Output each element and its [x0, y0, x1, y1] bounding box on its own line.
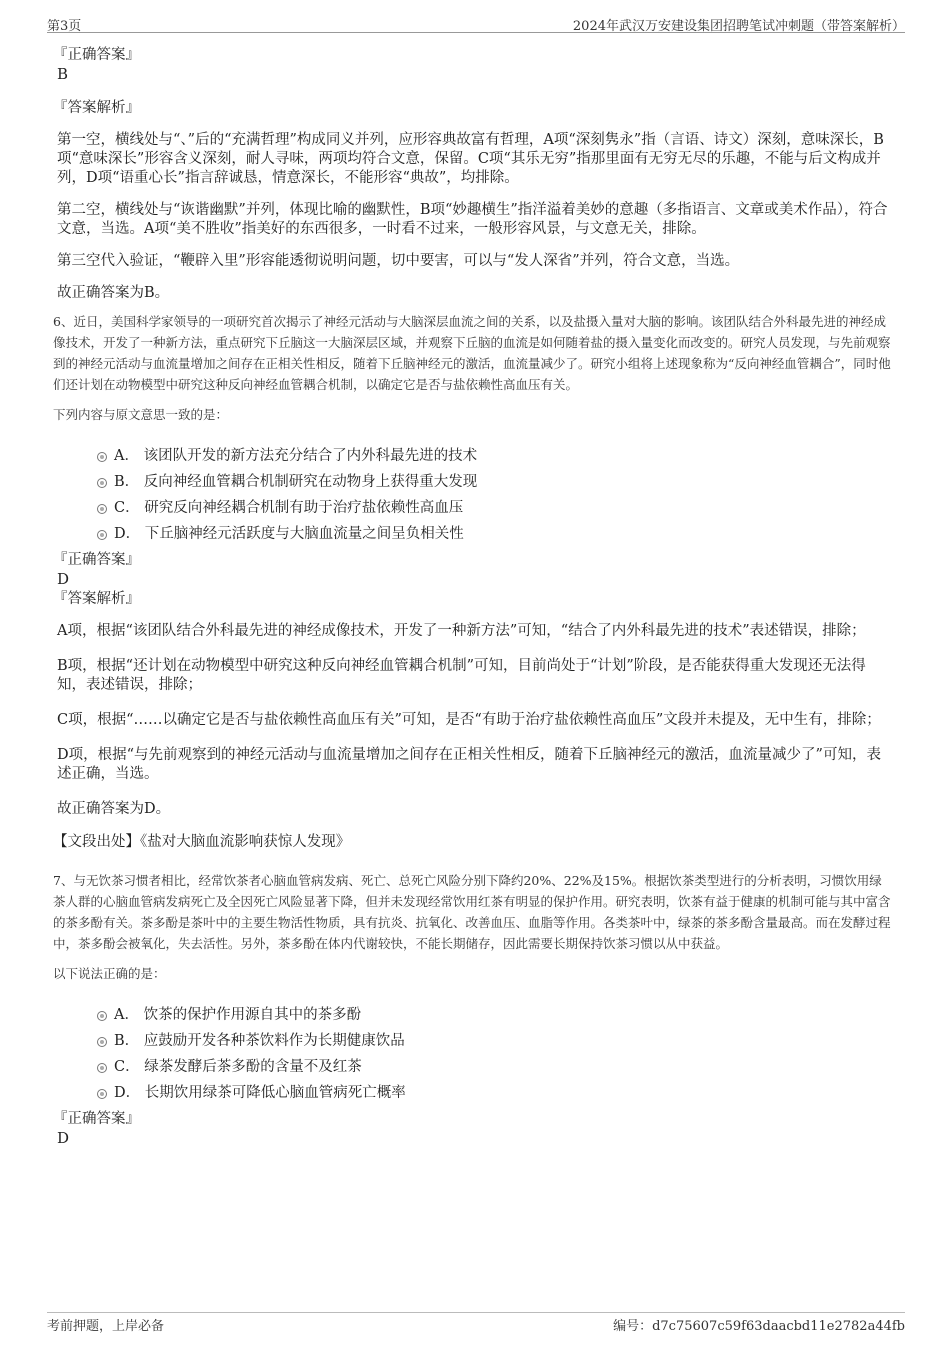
- q6-option-c[interactable]: [97, 495, 893, 521]
- page-number: 第3页: [47, 19, 82, 34]
- footer-slogan: 考前押题，上岸必备: [47, 1319, 165, 1334]
- radio-icon[interactable]: [97, 1089, 107, 1099]
- radio-icon[interactable]: [97, 1037, 107, 1047]
- q7-prompt: 以下说法正确的是：: [53, 966, 166, 981]
- radio-icon[interactable]: [97, 478, 107, 488]
- option-text: B． 反向神经血管耦合机制研究在动物身上获得重大发现: [114, 474, 478, 490]
- radio-icon[interactable]: [97, 1063, 107, 1073]
- document-code: 编号：d7c75607c59f63daacbd11e2782a44fb: [613, 1319, 905, 1334]
- option-text: D． 长期饮用绿茶可降低心脑血管病死亡概率: [114, 1085, 406, 1101]
- page-header: [47, 12, 905, 33]
- q6-analysis-paragraph: B项，根据“还计划在动物模型中研究这种反向神经血管耦合机制”可知，目前尚处于“计划”阶段，是否能获得重大发现还无法得知，表述错误，排除；: [57, 658, 866, 693]
- q6-analysis-paragraph: D项，根据“与先前观察到的神经元活动与血流量增加之间存在正相关性相反，随着下丘脑神经元的激活，血流量减少了”可知，表述正确，当选。: [57, 747, 881, 782]
- page-content: [53, 46, 893, 1163]
- q6-conclusion: 故正确答案为D。: [57, 801, 171, 817]
- q5-analysis-paragraph: 第一空，横线处与“、”后的“充满哲理”构成同义并列，应形容典故富有哲理，A项“深刻隽永”指（言语、诗文）深刻，意味深长，B项“意味深长”形容含义深刻，耐人寻味，两项均符合文意，保留。C项“其乐无穷”指那里面有无穷无尽的乐趣，不能与后文构成并列，D项“语重心长”指言辞诚恳，情意深长，不能形容“典故”，均排除。: [57, 132, 884, 186]
- option-text: D． 下丘脑神经元活跃度与大脑血流量之间呈负相关性: [114, 526, 464, 542]
- q7-option-c[interactable]: [97, 1054, 893, 1080]
- q5-analysis-paragraph: 第三空代入验证，“鞭辟入里”形容能透彻说明问题，切中要害，可以与“发人深省”并列，符合文意，当选。: [57, 253, 740, 269]
- q5-analysis-label: 『答案解析』: [53, 100, 140, 116]
- q6-answer-label: 『正确答案』: [53, 552, 140, 568]
- q7-option-b[interactable]: [97, 1028, 893, 1054]
- q5-answer-label: 『正确答案』: [53, 47, 140, 63]
- q6-options: [97, 443, 893, 547]
- option-text: C． 研究反向神经耦合机制有助于治疗盐依赖性高血压: [114, 500, 464, 516]
- q6-option-a[interactable]: [97, 443, 893, 469]
- q6-prompt: 下列内容与原文意思一致的是：: [53, 407, 229, 422]
- radio-icon[interactable]: [97, 504, 107, 514]
- q7-answer: D: [57, 1129, 70, 1147]
- q6-analysis-label: 『答案解析』: [53, 591, 140, 607]
- page-footer: [47, 1312, 905, 1333]
- option-text: C． 绿茶发酵后茶多酚的含量不及红茶: [114, 1059, 362, 1075]
- q6-option-d[interactable]: [97, 521, 893, 547]
- q6-analysis-paragraph: C项，根据“……以确定它是否与盐依赖性高血压有关”可知，是否“有助于治疗盐依赖性高血压”文段并未提及，无中生有，排除；: [57, 712, 881, 728]
- q5-conclusion: 故正确答案为B。: [57, 285, 170, 301]
- q5-analysis-paragraph: 第二空，横线处与“诙谐幽默”并列，体现比喻的幽默性，B项“妙趣横生”指洋溢着美妙的意趣（多指语言、文章或美术作品），符合文意，当选。A项“美不胜收”指美好的东西很多，一时看不过来，一般形容风景，与文意无关，排除。: [57, 202, 888, 237]
- radio-icon[interactable]: [97, 452, 107, 462]
- radio-icon[interactable]: [97, 530, 107, 540]
- q5-answer: B: [57, 65, 69, 83]
- option-text: B． 应鼓励开发各种茶饮料作为长期健康饮品: [114, 1033, 405, 1049]
- q7-answer-label: 『正确答案』: [53, 1111, 140, 1127]
- q6-source: 【文段出处】《盐对大脑血流影响获惊人发现》: [53, 834, 351, 850]
- q7-options: [97, 1002, 893, 1106]
- q6-question: 6、近日，美国科学家领导的一项研究首次揭示了神经元活动与大脑深层血流之间的关系，以及盐摄入量对大脑的影响。该团队结合外科最先进的神经成像技术，开发了一种新方法，重点研究下丘脑这一大脑深层区域，并观察下丘脑的血流是如何随着盐的摄入量变化而改变的。研究人员发现，与先前观察到的神经元活动与血流量增加之间存在正相关性相反，随着下丘脑神经元的激活，血流量减少了。研究小组将上述现象称为“反向神经血管耦合”，同时他们还计划在动物模型中研究这种反向神经血管耦合机制，以确定它是否与盐依赖性高血压有关。: [53, 314, 891, 392]
- option-text: A． 该团队开发的新方法充分结合了内外科最先进的技术: [114, 448, 478, 464]
- q6-analysis-paragraph: A项，根据“该团队结合外科最先进的神经成像技术，开发了一种新方法”可知，“结合了内外科最先进的技术”表述错误，排除；: [57, 623, 866, 639]
- q7-question: 7、与无饮茶习惯者相比，经常饮茶者心脑血管病发病、死亡、总死亡风险分别下降约20%、22%及15%。根据饮茶类型进行的分析表明，习惯饮用绿茶人群的心脑血管病发病死亡及全因死亡风险显著下降，但并未发现经常饮用红茶有明显的保护作用。研究表明，饮茶有益于健康的机制可能与其中富含的茶多酚有关。茶多酚是茶叶中的主要生物活性物质，具有抗炎、抗氧化、改善血压、血脂等作用。各类茶叶中，绿茶的茶多酚含量最高。而在发酵过程中，茶多酚会被氧化，失去活性。另外，茶多酚在体内代谢较快，不能长期储存，因此需要长期保持饮茶习惯以从中获益。: [53, 873, 891, 951]
- q7-option-a[interactable]: [97, 1002, 893, 1028]
- document-title: 2024年武汉万安建设集团招聘笔试冲刺题（带答案解析）: [572, 19, 905, 34]
- q6-option-b[interactable]: [97, 469, 893, 495]
- radio-icon[interactable]: [97, 1011, 107, 1021]
- q6-answer: D: [57, 570, 70, 588]
- q7-option-d[interactable]: [97, 1080, 893, 1106]
- option-text: A． 饮茶的保护作用源自其中的茶多酚: [114, 1007, 362, 1023]
